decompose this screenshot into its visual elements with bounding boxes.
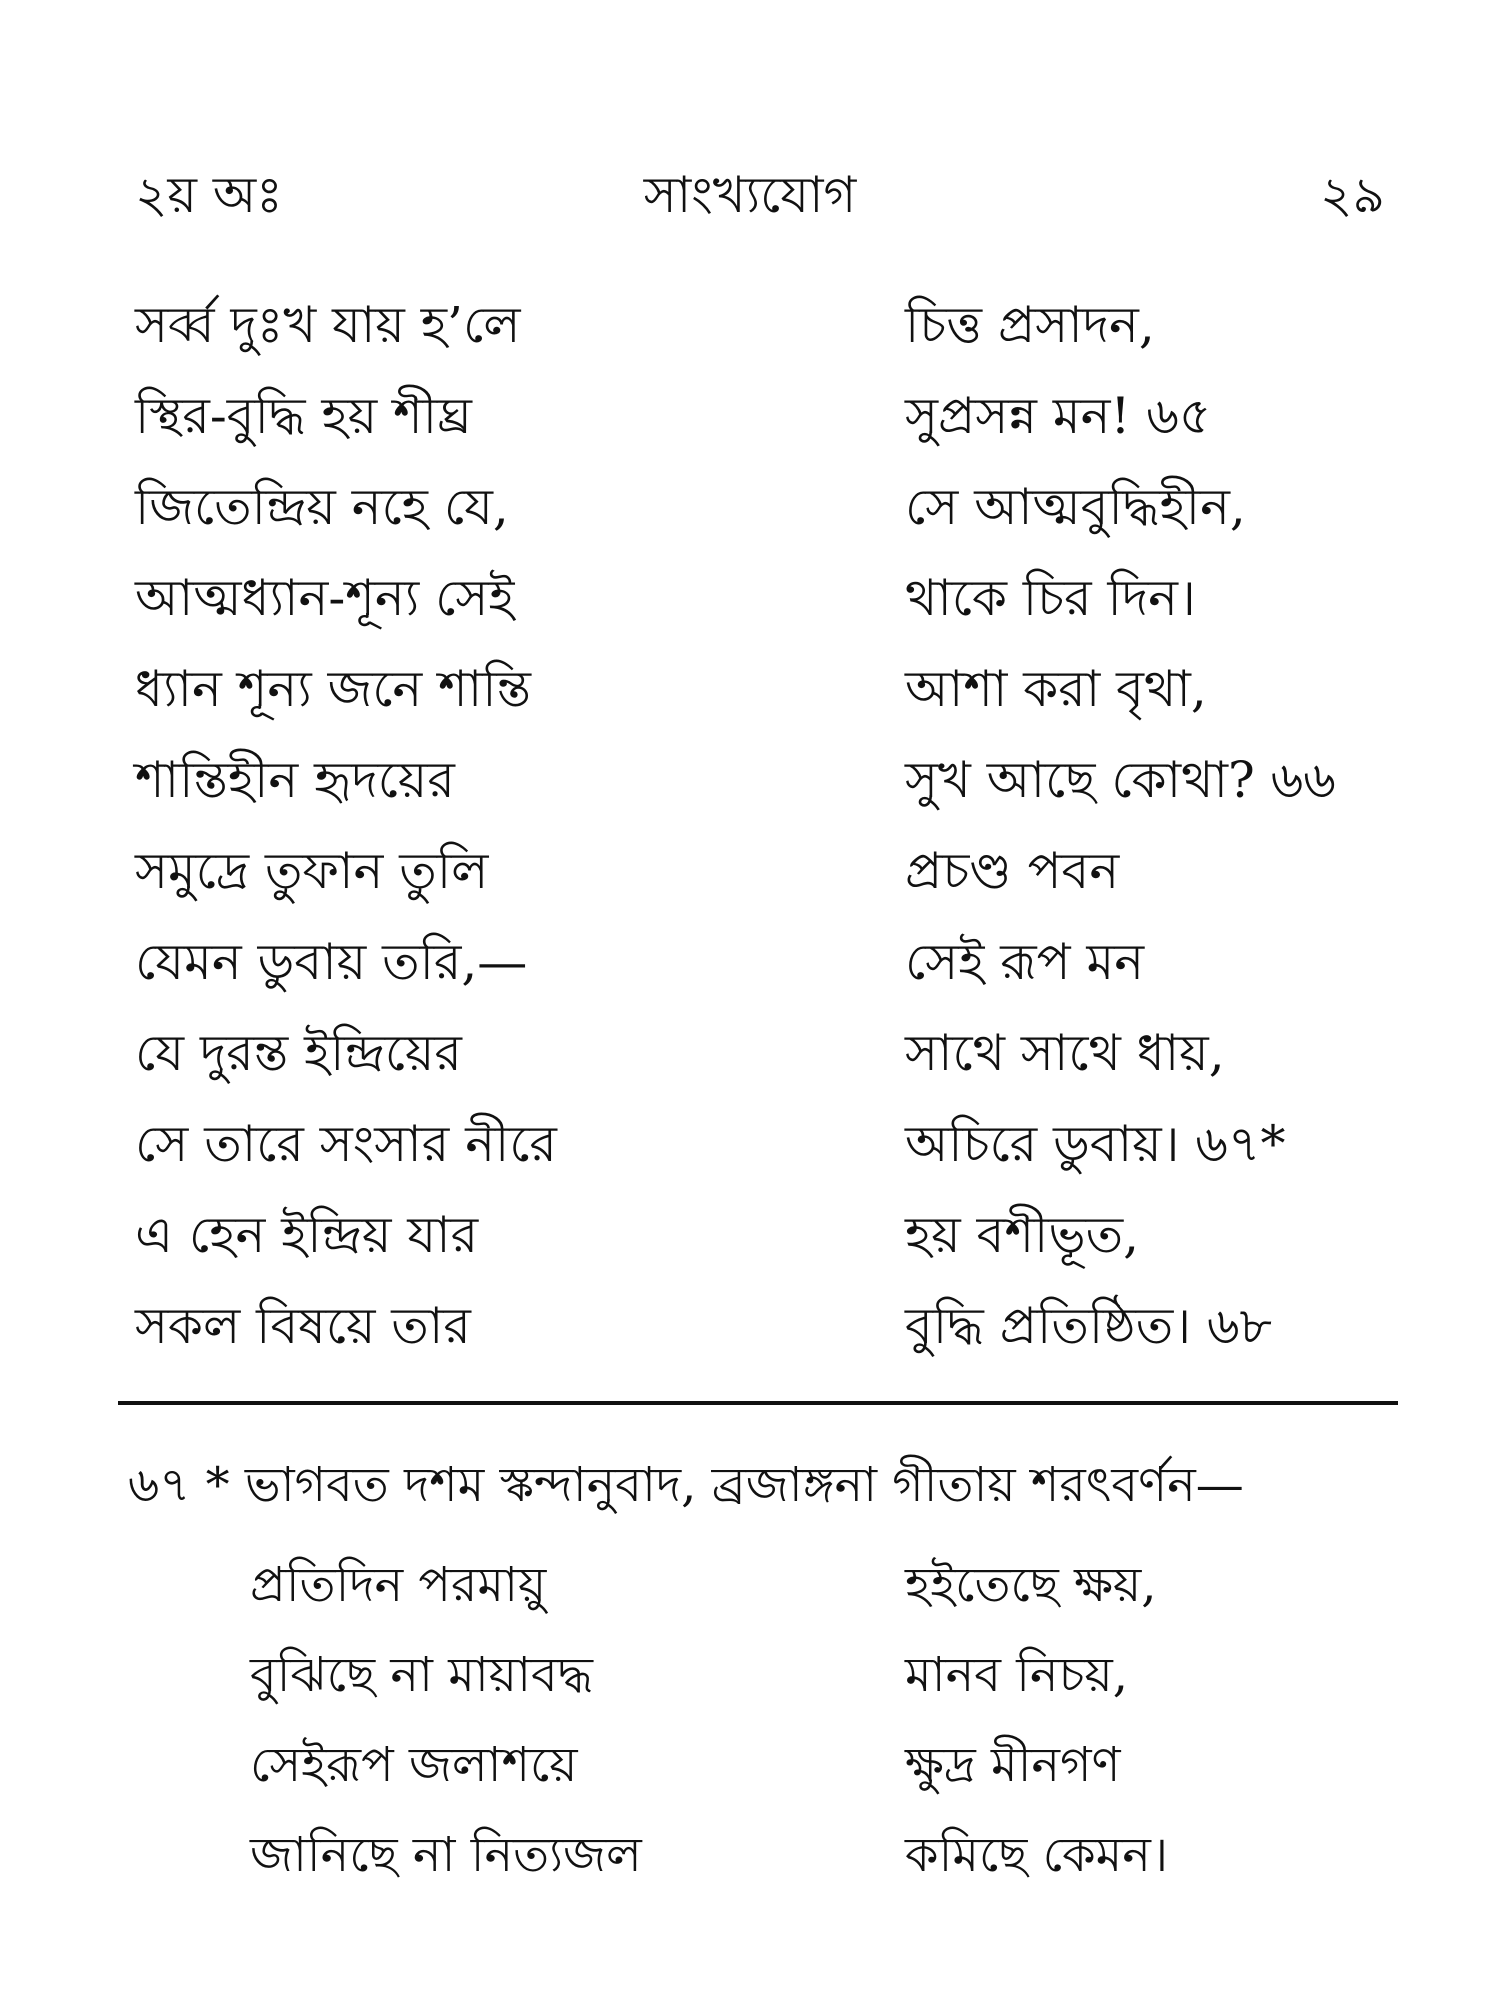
verse-left: যে দুরন্ত ইন্দ্রিয়ের xyxy=(135,1024,462,1082)
verse-left: স্থির-বুদ্ধি হয় শীঘ্র xyxy=(135,387,472,445)
verse-line xyxy=(0,1099,1500,1190)
footnote-right: মানব নিচয়, xyxy=(905,1647,1129,1703)
footnote-left: বুঝিছে না মায়াবদ্ধ xyxy=(250,1647,593,1703)
verse-right: সাথে সাথে ধায়, xyxy=(905,1024,1225,1082)
verse-line xyxy=(0,371,1500,462)
footnote-line xyxy=(0,1630,1500,1720)
verse-line xyxy=(0,280,1500,371)
verse-right: হয় বশীভূত, xyxy=(905,1206,1139,1264)
verse-block xyxy=(0,280,1500,1372)
verse-line xyxy=(0,1008,1500,1099)
footnote-right: হইতেছে ক্ষয়, xyxy=(905,1557,1157,1613)
verse-right: সে আত্মবুদ্ধিহীন, xyxy=(905,478,1246,536)
verse-line xyxy=(0,553,1500,644)
verse-line xyxy=(0,917,1500,1008)
verse-right: প্রচণ্ড পবন xyxy=(905,842,1120,900)
footnote-line xyxy=(0,1720,1500,1810)
verse-left: সে তারে সংসার নীরে xyxy=(135,1115,557,1173)
footnote-line xyxy=(0,1540,1500,1630)
chapter-label: ২য় অঃ xyxy=(135,166,283,224)
page-header xyxy=(0,158,1500,228)
footnote-line xyxy=(0,1810,1500,1900)
verse-left: যেমন ডুবায় তরি,— xyxy=(135,933,528,991)
footnote-intro: ৬৭ * ভাগবত দশম স্কন্দানুবাদ, ব্রজাঙ্গনা গীতায় শরৎবর্ণন— xyxy=(128,1457,1244,1513)
verse-left: এ হেন ইন্দ্রিয় যার xyxy=(135,1206,479,1264)
verse-left: জিতেন্দ্রিয় নহে যে, xyxy=(135,478,509,536)
verse-line xyxy=(0,1190,1500,1281)
verse-right: চিত্ত প্রসাদন, xyxy=(905,296,1155,354)
footnote-left: জানিছে না নিত্যজল xyxy=(250,1827,642,1883)
verse-right: অচিরে ডুবায়। ৬৭* xyxy=(905,1115,1286,1173)
verse-right: সুপ্রসন্ন মন! ৬৫ xyxy=(905,387,1212,445)
footnote-right: কমিছে কেমন। xyxy=(905,1827,1169,1883)
verse-left: ধ্যান শূন্য জনে শান্তি xyxy=(135,660,531,718)
page-number: ২৯ xyxy=(1320,166,1385,224)
verse-right: সুখ আছে কোথা? ৬৬ xyxy=(905,751,1336,809)
page-title: সাংখ্যযোগ xyxy=(643,166,857,224)
verse-line xyxy=(0,644,1500,735)
verse-right: থাকে চির দিন। xyxy=(905,569,1196,627)
verse-left: সর্ব্ব দুঃখ যায় হ’লে xyxy=(135,296,521,354)
verse-left: শান্তিহীন হৃদয়ের xyxy=(135,751,455,809)
footnote-right: ক্ষুদ্র মীনগণ xyxy=(905,1737,1121,1793)
verse-line xyxy=(0,735,1500,826)
verse-right: বুদ্ধি প্রতিষ্ঠিত। ৬৮ xyxy=(905,1297,1272,1355)
verse-right: সেই রূপ মন xyxy=(905,933,1145,991)
verse-left: আত্মধ্যান-শূন্য সেই xyxy=(135,569,515,627)
footnote-verses xyxy=(0,1540,1500,1900)
verse-left: সমুদ্রে তুফান তুলি xyxy=(135,842,489,900)
verse-line xyxy=(0,462,1500,553)
footnote-left: প্রতিদিন পরমায়ু xyxy=(250,1557,547,1613)
verse-right: আশা করা বৃথা, xyxy=(905,660,1207,718)
verse-line xyxy=(0,826,1500,917)
footnote-left: সেইরূপ জলাশয়ে xyxy=(250,1737,578,1793)
verse-left: সকল বিষয়ে তার xyxy=(135,1297,471,1355)
footnote-divider xyxy=(118,1401,1398,1405)
verse-line xyxy=(0,1281,1500,1372)
